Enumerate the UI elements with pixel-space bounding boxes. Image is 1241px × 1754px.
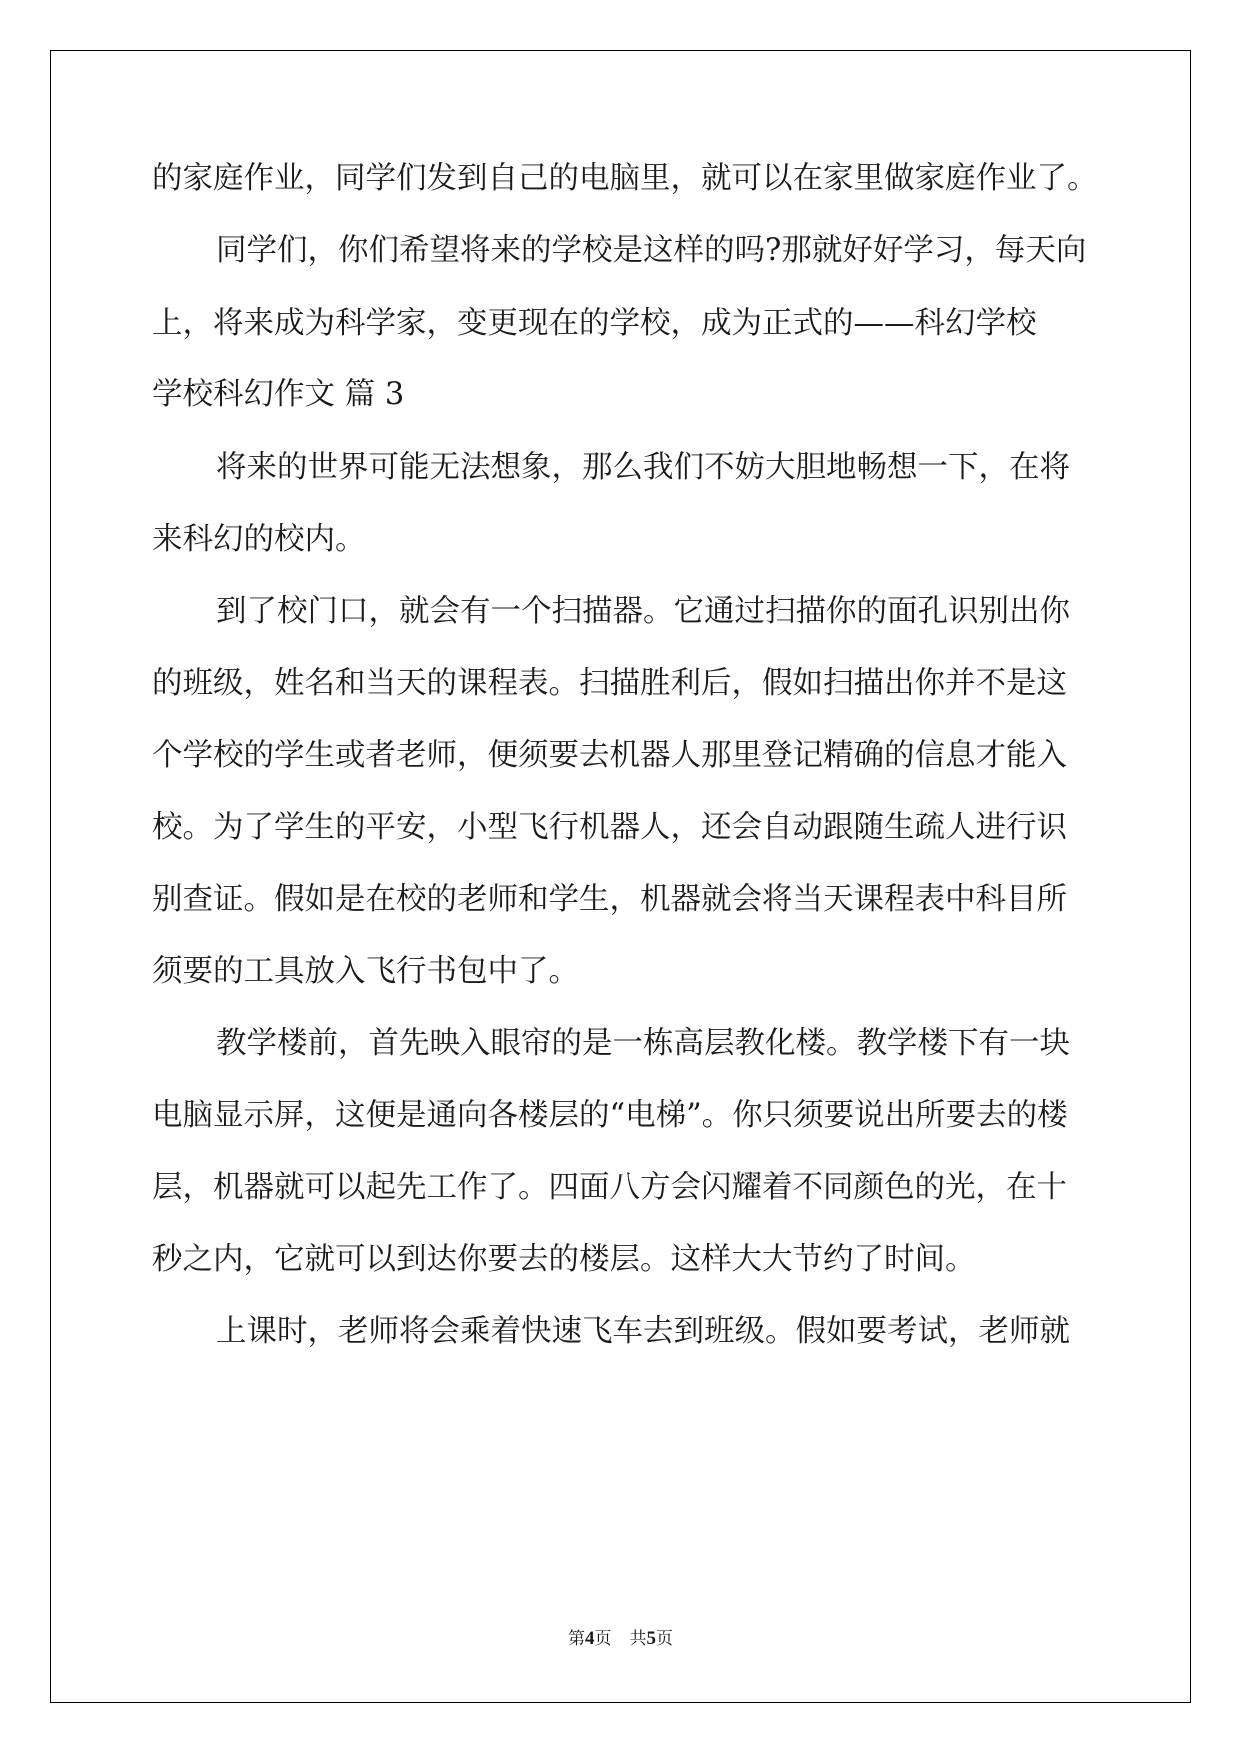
page-footer — [0, 1627, 1241, 1651]
page-number: 4 — [585, 1628, 595, 1649]
text-line: 的班级，姓名和当天的课程表。扫描胜利后，假如扫描出你并不是这 — [152, 666, 1067, 701]
text-line: 校。为了学生的平安，小型飞行机器人，还会自动跟随生疏人进行识 — [152, 810, 1067, 845]
page-suffix: 页 — [594, 1629, 612, 1649]
text-line: 秒之内，它就可以到达你要去的楼层。这样大大节约了时间。 — [152, 1242, 976, 1277]
paragraph-start-line: 到了校门口，就会有一个扫描器。它通过扫描你的面孔识别出你 — [216, 594, 1070, 629]
paragraph-start-line: 上课时，老师将会乘着快速飞车去到班级。假如要考试，老师就 — [216, 1314, 1070, 1349]
text-line: 须要的工具放入飞行书包中了。 — [152, 954, 579, 989]
total-pages-number: 5 — [646, 1628, 656, 1649]
page-border — [50, 50, 1191, 1703]
total-suffix: 页 — [656, 1629, 673, 1649]
paragraph-start-line: 同学们，你们希望将来的学校是这样的吗?那就好好学习，每天向 — [216, 233, 1087, 268]
text-line: 别查证。假如是在校的老师和学生，机器就会将当天课程表中科目所 — [152, 882, 1067, 917]
total-prefix: 共 — [629, 1629, 647, 1649]
text-line: 来科幻的校内。 — [152, 522, 366, 557]
total-pages-label — [630, 1629, 674, 1649]
section-heading: 学校科幻作文 篇 3 — [152, 377, 405, 412]
paragraph-start-line: 将来的世界可能无法想象，那么我们不妨大胆地畅想一下，在将 — [216, 450, 1070, 485]
page-prefix: 第 — [568, 1629, 585, 1649]
paragraph-start-line: 教学楼前，首先映入眼帘的是一栋高层教化楼。教学楼下有一块 — [216, 1026, 1070, 1061]
page-label — [568, 1629, 612, 1649]
text-line: 个学校的学生或者老师，便须要去机器人那里登记精确的信息才能入 — [152, 738, 1067, 773]
text-line: 的家庭作业，同学们发到自己的电脑里，就可以在家里做家庭作业了。 — [152, 161, 1098, 196]
text-line: 电脑显示屏，这便是通向各楼层的“电梯”。你只须要说出所要去的楼 — [152, 1098, 1068, 1133]
text-line: 层，机器就可以起先工作了。四面八方会闪耀着不同颜色的光，在十 — [152, 1170, 1067, 1205]
text-line: 上，将来成为科学家，变更现在的学校，成为正式的——科幻学校 — [152, 306, 1037, 341]
